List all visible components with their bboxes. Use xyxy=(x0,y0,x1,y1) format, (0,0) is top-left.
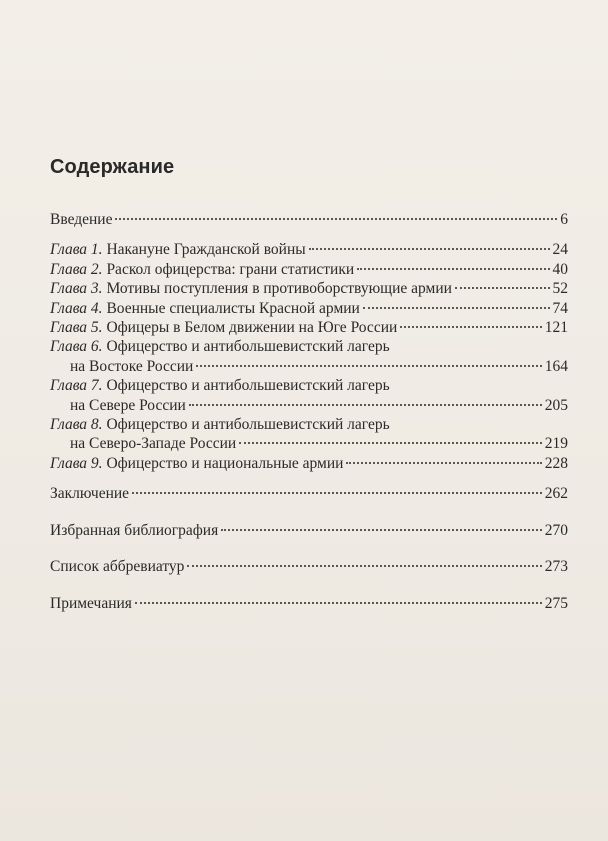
toc-page-number: 262 xyxy=(544,485,568,503)
toc-entry-title: Офицеры в Белом движении на Юге России xyxy=(106,319,398,337)
toc-entry-title: Офицерство и антибольшевистский лагерь xyxy=(106,377,390,395)
dot-leader xyxy=(346,462,541,464)
toc-entry-chapter-6 xyxy=(50,337,568,356)
toc-entry-title: Офицерство и антибольшевистский лагерь xyxy=(106,416,390,434)
toc-entry-title-continued: на Северо-Западе России xyxy=(70,435,237,453)
toc-page-number: 24 xyxy=(552,241,568,259)
dot-leader xyxy=(357,268,549,270)
chapter-label: Глава 3. xyxy=(50,280,103,298)
dot-leader xyxy=(189,404,542,406)
dot-leader xyxy=(135,602,542,604)
toc-entry-title: Заключение xyxy=(50,485,130,503)
chapter-label: Глава 2. xyxy=(50,260,103,278)
toc-entry-title-continued: на Востоке России xyxy=(70,357,194,375)
toc-entry-chapter-9 xyxy=(50,454,568,473)
dot-leader xyxy=(196,365,541,367)
toc-entry-abbreviations xyxy=(50,557,568,576)
toc-page-number: 121 xyxy=(544,319,568,337)
toc-page-number: 40 xyxy=(552,260,568,278)
toc-entry-title: Офицерство и антибольшевистский лагерь xyxy=(106,338,390,356)
dot-leader xyxy=(400,326,541,328)
toc-page-number: 205 xyxy=(544,396,568,414)
dot-leader xyxy=(309,248,550,250)
toc-page-number: 275 xyxy=(544,594,568,612)
toc-page-number: 74 xyxy=(552,299,568,317)
toc-page-number: 6 xyxy=(560,211,568,228)
page-title: Содержание xyxy=(50,156,175,178)
toc-page-number: 270 xyxy=(544,521,568,539)
toc-entry-chapter-3 xyxy=(50,279,568,298)
toc-page-number: 273 xyxy=(544,558,568,576)
chapter-label: Глава 5. xyxy=(50,319,103,337)
table-of-contents xyxy=(50,210,568,613)
toc-entry-title-continued: на Севере России xyxy=(70,396,186,414)
toc-entry-title: Офицерство и национальные армии xyxy=(106,454,344,472)
dot-leader xyxy=(187,565,541,567)
toc-entry-introduction xyxy=(50,210,568,229)
toc-entry-chapter-7-continued xyxy=(50,396,568,415)
toc-entry-title: Раскол офицерства: грани статистики xyxy=(106,260,355,278)
dot-leader xyxy=(115,218,557,220)
toc-entry-chapter-1 xyxy=(50,240,568,259)
toc-entry-title: Военные специалисты Красной армии xyxy=(106,299,360,317)
toc-entry-title: Мотивы поступления в противоборствующие армии xyxy=(106,280,452,298)
chapter-label: Глава 4. xyxy=(50,299,103,317)
chapter-label: Глава 1. xyxy=(50,241,103,259)
dot-leader xyxy=(132,492,542,494)
dot-leader xyxy=(363,307,550,309)
chapter-label: Глава 8. xyxy=(50,416,103,434)
toc-entry-chapter-7 xyxy=(50,376,568,395)
toc-entry-chapter-8-continued xyxy=(50,434,568,453)
toc-entry-title: Введение xyxy=(50,211,113,228)
toc-entry-chapter-8 xyxy=(50,415,568,434)
toc-entry-chapter-2 xyxy=(50,260,568,279)
toc-entry-title: Накануне Гражданской войны xyxy=(106,241,306,259)
toc-entry-title: Примечания xyxy=(50,594,132,612)
toc-entry-notes xyxy=(50,594,568,613)
dot-leader xyxy=(455,287,550,289)
toc-entry-chapter-5 xyxy=(50,318,568,337)
chapter-label: Глава 7. xyxy=(50,377,103,395)
chapter-label: Глава 6. xyxy=(50,338,103,356)
dot-leader xyxy=(221,529,542,531)
dot-leader xyxy=(239,442,542,444)
chapter-label: Глава 9. xyxy=(50,454,103,472)
toc-entry-conclusion xyxy=(50,484,568,503)
toc-entry-chapter-6-continued xyxy=(50,357,568,376)
toc-entry-title: Избранная библиография xyxy=(50,521,219,539)
toc-page-number: 219 xyxy=(544,435,568,453)
toc-page-number: 228 xyxy=(544,454,568,472)
toc-entry-title: Список аббревиатур xyxy=(50,558,185,576)
toc-entry-chapter-4 xyxy=(50,299,568,318)
toc-page-number: 164 xyxy=(544,357,568,375)
toc-entry-bibliography xyxy=(50,521,568,540)
toc-page-number: 52 xyxy=(552,280,568,298)
